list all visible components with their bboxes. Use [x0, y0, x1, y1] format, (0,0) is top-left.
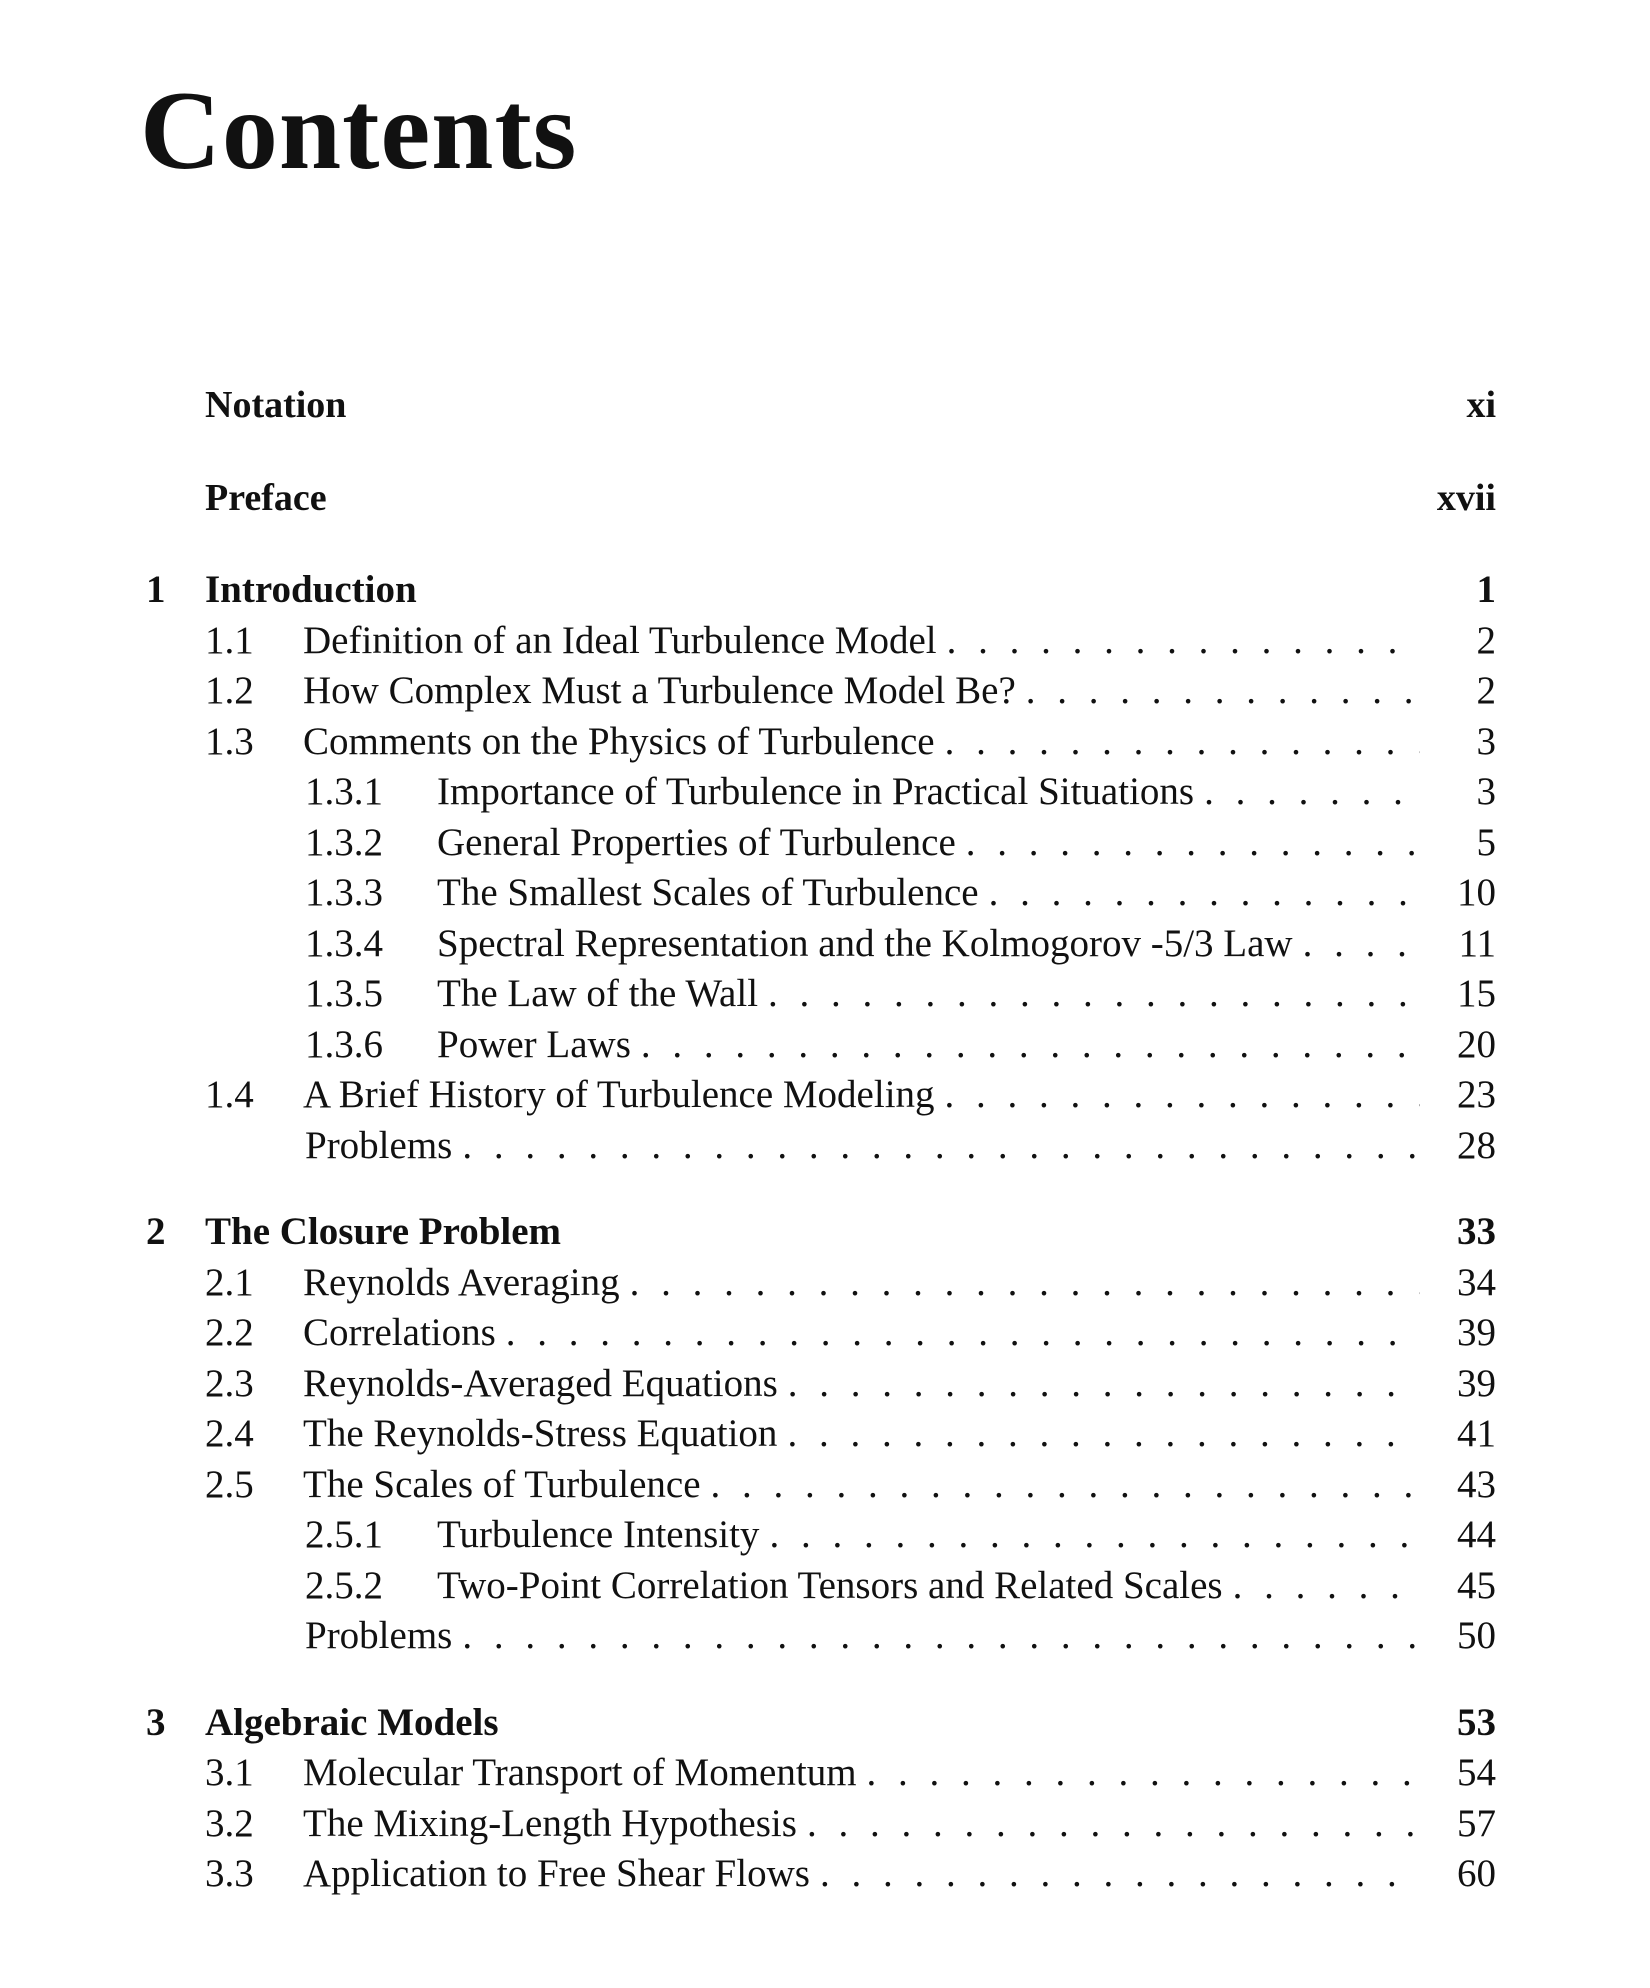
page-title: Contents — [140, 69, 578, 193]
subsection-page: 45 — [1457, 1563, 1496, 1607]
dot-leader — [711, 1460, 1420, 1511]
section-title: Correlations — [303, 1311, 496, 1354]
section-title: The Scales of Turbulence — [303, 1462, 701, 1506]
chapter-number: 3 — [146, 1700, 166, 1744]
toc-entry[interactable] — [140, 818, 1510, 869]
section-title: The Mixing-Length Hypothesis — [303, 1801, 797, 1845]
subsection-number: 2.5.1 — [305, 1513, 383, 1556]
chapter-title: Introduction — [205, 568, 417, 611]
subsection-title: Power Laws — [437, 1022, 631, 1066]
dot-leader — [462, 1121, 1420, 1172]
dot-leader — [1303, 919, 1420, 970]
toc-entry[interactable] — [140, 1561, 1510, 1612]
toc-entry[interactable] — [140, 717, 1510, 768]
section-title: Reynolds Averaging — [303, 1260, 620, 1304]
dot-leader — [506, 1308, 1420, 1359]
toc-entry[interactable] — [140, 1849, 1510, 1900]
dot-leader — [788, 1359, 1420, 1410]
subsection-title: Two-Point Correlation Tensors and Related Scales — [437, 1563, 1223, 1607]
section-page: 39 — [1457, 1311, 1496, 1354]
dot-leader — [1026, 666, 1420, 717]
subsection-number: 1.3.3 — [305, 871, 383, 914]
subsection-page: 11 — [1458, 921, 1496, 965]
toc-entry[interactable] — [140, 1409, 1510, 1460]
section-number: 2.2 — [205, 1311, 254, 1354]
dot-leader — [945, 717, 1420, 768]
subsection-title: Spectral Representation and the Kolmogorov -5/3 Law — [437, 921, 1293, 965]
problems-page: 50 — [1457, 1614, 1496, 1657]
section-title: A Brief History of Turbulence Modeling — [303, 1073, 935, 1116]
toc-entry[interactable] — [140, 1460, 1510, 1511]
subsection-number: 1.3.2 — [305, 820, 383, 864]
toc-entry[interactable] — [140, 919, 1510, 970]
subsection-page: 3 — [1476, 770, 1496, 813]
subsection-page: 20 — [1457, 1022, 1496, 1066]
section-page: 2 — [1476, 618, 1496, 662]
dot-leader — [630, 1258, 1420, 1309]
section-title: The Reynolds-Stress Equation — [303, 1412, 778, 1455]
toc-entry[interactable] — [140, 616, 1510, 667]
section-number: 3.1 — [205, 1751, 254, 1794]
dot-leader — [769, 1510, 1420, 1561]
dot-leader — [947, 616, 1420, 667]
section-page: 57 — [1457, 1801, 1496, 1845]
entry-title: Preface — [205, 476, 327, 519]
problems-title: Problems — [305, 1123, 453, 1167]
chapter-heading[interactable] — [140, 1698, 1510, 1749]
subsection-page: 15 — [1457, 972, 1496, 1015]
section-page: 41 — [1457, 1412, 1496, 1455]
entry-page: xvii — [1436, 476, 1496, 519]
section-page: 60 — [1457, 1852, 1496, 1895]
section-number: 1.3 — [205, 719, 254, 763]
chapter-number: 2 — [146, 1210, 166, 1253]
chapter-page: 53 — [1457, 1700, 1496, 1744]
toc-entry-problems[interactable] — [140, 1611, 1510, 1662]
subsection-title: Importance of Turbulence in Practical Situations — [437, 770, 1195, 813]
section-page: 39 — [1457, 1361, 1496, 1405]
toc-entry-preface[interactable] — [140, 473, 1510, 524]
section-number: 2.5 — [205, 1462, 254, 1506]
problems-title: Problems — [305, 1614, 453, 1657]
subsection-number: 1.3.5 — [305, 972, 383, 1015]
section-page: 3 — [1476, 719, 1496, 763]
subsection-title: The Smallest Scales of Turbulence — [437, 871, 979, 914]
section-number: 2.4 — [205, 1412, 254, 1455]
problems-page: 28 — [1457, 1123, 1496, 1167]
dot-leader — [966, 818, 1420, 869]
toc-entry-problems[interactable] — [140, 1121, 1510, 1172]
section-title: Reynolds-Averaged Equations — [303, 1361, 778, 1405]
toc-entry[interactable] — [140, 1748, 1510, 1799]
toc-entry[interactable] — [140, 1258, 1510, 1309]
table-of-contents — [140, 380, 1510, 1900]
dot-leader — [768, 969, 1420, 1020]
toc-entry[interactable] — [140, 1359, 1510, 1410]
section-number: 3.3 — [205, 1852, 254, 1895]
subsection-title: Turbulence Intensity — [437, 1513, 760, 1556]
section-number: 1.4 — [205, 1073, 254, 1116]
toc-entry[interactable] — [140, 1308, 1510, 1359]
subsection-title: General Properties of Turbulence — [437, 820, 956, 864]
toc-entry[interactable] — [140, 767, 1510, 818]
dot-leader — [1233, 1561, 1420, 1612]
section-title: Application to Free Shear Flows — [303, 1852, 810, 1895]
dot-leader — [867, 1748, 1420, 1799]
section-page: 23 — [1457, 1073, 1496, 1116]
dot-leader — [787, 1409, 1420, 1460]
toc-entry-notation[interactable] — [140, 380, 1510, 431]
entry-page: xi — [1466, 384, 1496, 426]
section-page: 2 — [1476, 669, 1496, 712]
toc-entry[interactable] — [140, 1510, 1510, 1561]
section-number: 2.1 — [205, 1260, 254, 1304]
toc-entry[interactable] — [140, 1799, 1510, 1850]
subsection-number: 1.3.1 — [305, 770, 383, 813]
chapter-heading[interactable] — [140, 1207, 1510, 1258]
subsection-title: The Law of the Wall — [437, 972, 759, 1015]
chapter-heading[interactable] — [140, 565, 1510, 616]
dot-leader — [820, 1849, 1420, 1900]
toc-entry[interactable] — [140, 1070, 1510, 1121]
section-page: 54 — [1457, 1751, 1496, 1794]
subsection-page: 44 — [1457, 1513, 1496, 1556]
chapter-page: 1 — [1476, 568, 1496, 611]
section-number: 1.2 — [205, 669, 254, 712]
dot-leader — [807, 1799, 1420, 1850]
section-number: 3.2 — [205, 1801, 254, 1845]
section-title: Definition of an Ideal Turbulence Model — [303, 618, 937, 662]
chapter-page: 33 — [1457, 1210, 1496, 1253]
chapter-title: The Closure Problem — [205, 1210, 562, 1253]
section-number: 1.1 — [205, 618, 254, 662]
dot-leader — [989, 868, 1420, 919]
entry-title: Notation — [205, 384, 347, 426]
dot-leader — [1204, 767, 1420, 818]
section-number: 2.3 — [205, 1361, 254, 1405]
subsection-number: 2.5.2 — [305, 1563, 383, 1607]
chapter-title: Algebraic Models — [205, 1700, 499, 1744]
subsection-page: 10 — [1457, 871, 1496, 914]
chapter-number: 1 — [146, 568, 166, 611]
toc-entry[interactable] — [140, 969, 1510, 1020]
section-title: How Complex Must a Turbulence Model Be? — [303, 669, 1016, 712]
toc-entry[interactable] — [140, 868, 1510, 919]
dot-leader — [945, 1070, 1420, 1121]
section-title: Molecular Transport of Momentum — [303, 1751, 857, 1794]
subsection-number: 1.3.6 — [305, 1022, 383, 1066]
section-page: 34 — [1457, 1260, 1496, 1304]
subsection-page: 5 — [1476, 820, 1496, 864]
toc-entry[interactable] — [140, 666, 1510, 717]
toc-entry[interactable] — [140, 1020, 1510, 1071]
dot-leader — [462, 1611, 1420, 1662]
subsection-number: 1.3.4 — [305, 921, 383, 965]
section-title: Comments on the Physics of Turbulence — [303, 719, 935, 763]
section-page: 43 — [1457, 1462, 1496, 1506]
dot-leader — [641, 1020, 1420, 1071]
